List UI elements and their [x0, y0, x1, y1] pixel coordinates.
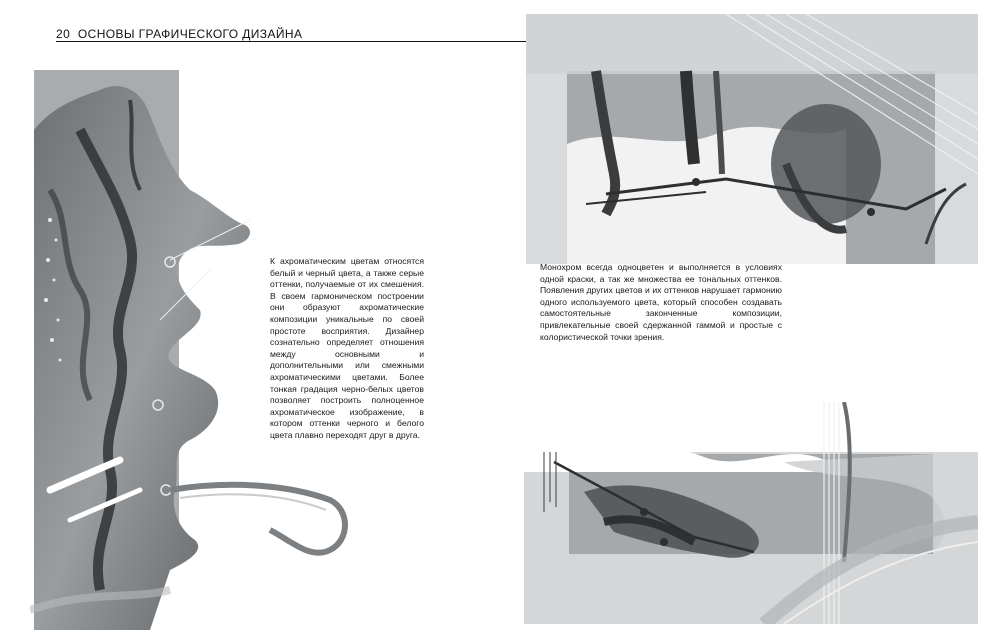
- left-header-rule: [56, 41, 496, 42]
- left-running-head: [56, 27, 302, 41]
- left-section-title: ОСНОВЫ ГРАФИЧЕСКОГО ДИЗАЙНА: [77, 27, 303, 41]
- left-page-number: 20: [56, 27, 71, 41]
- left-body-paragraph: К ахроматическим цветам относятся белый и черный цвета, а также серые оттенки, получаемые от их смешения. В своем гармоническом построении они образуют ахроматические композиции уникальные по своей простоте восприятия. Дизайнер сознательно определяет отношения между основными и дополнительными или смежными ахроматическими цветами. Более тонкая градация черно-белых цветов позволяет построить полноценное ахроматическое изображение, в котором оттенки черного и белого цвета плавно переходят друг в друга.: [270, 256, 424, 440]
- right-body-paragraph: Монохром всегда одноцветен и выполняется в условиях одной краски, а так же множества ее тональных оттенков. Появления других цветов и их оттенков нарушает гармонию одного используемого цвета, который способен создавать самостоятельные законченные композиции, привлекательные своей сдержанной гаммой и простые с колористической точки зрения.: [540, 262, 782, 342]
- ink-strings-illustration-top: [526, 14, 978, 264]
- right-page: [496, 0, 992, 638]
- ink-strings-illustration-bottom: [524, 402, 978, 624]
